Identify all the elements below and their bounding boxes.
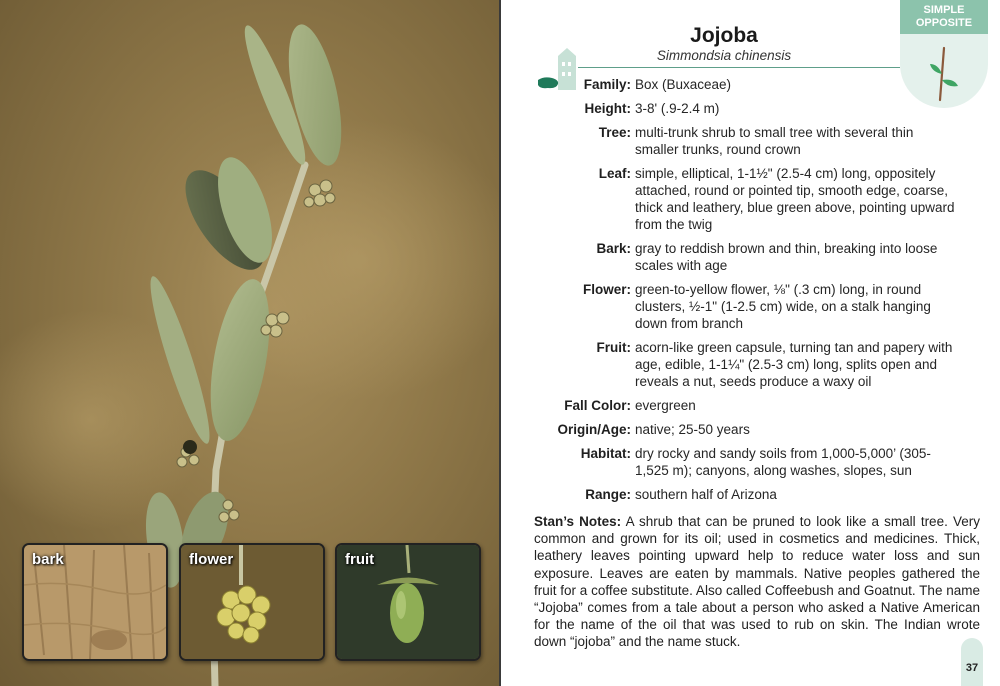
field-label: Fall Color: xyxy=(564,398,631,413)
field-value: gray to reddish brown and thin, breaking into loose scales with age xyxy=(635,241,938,273)
inset-label-fruit: fruit xyxy=(345,551,375,568)
book-spine xyxy=(499,0,501,686)
field-leaf xyxy=(532,165,962,233)
species-fields xyxy=(532,76,962,510)
field-label: Fruit: xyxy=(596,340,631,355)
field-value: acorn-like green capsule, turning tan and papery with age, edible, 1-1¼" (2.5-3 cm) long, splits open and reveals a nut, seeds produce a waxy oil xyxy=(635,340,953,389)
field-family xyxy=(532,76,962,93)
field-value: multi-trunk shrub to small tree with several thin smaller trunks, round crown xyxy=(635,125,914,157)
fruit-inset[interactable] xyxy=(335,543,481,661)
field-label: Range: xyxy=(585,487,631,502)
scientific-name: Simmondsia chinensis xyxy=(656,48,792,63)
field-label: Leaf: xyxy=(598,166,631,181)
field-habitat xyxy=(532,445,962,479)
field-value: southern half of Arizona xyxy=(635,487,777,502)
leaf-type-label xyxy=(900,0,988,34)
field-label: Family: xyxy=(583,77,631,92)
field-label: Habitat: xyxy=(580,446,631,461)
inset-label-flower: flower xyxy=(189,551,234,568)
field-value: 3-8' (.9-2.4 m) xyxy=(635,101,720,116)
field-label: Bark: xyxy=(596,241,631,256)
field-value: Box (Buxaceae) xyxy=(635,77,732,92)
leaf-type-line2: OPPOSITE xyxy=(915,17,973,29)
bark-inset[interactable] xyxy=(22,543,168,661)
field-value: simple, elliptical, 1-1½" (2.5-4 cm) long, oppositely attached, round or pointed tip, smooth edge, coarse, thick and leathery, blue green above, pointing upward from the twig xyxy=(635,166,955,232)
field-label: Height: xyxy=(584,101,631,116)
flower-inset[interactable] xyxy=(179,543,325,661)
field-range xyxy=(532,486,962,503)
field-label: Origin/Age: xyxy=(557,422,631,437)
field-height xyxy=(532,100,962,117)
field-label: Tree: xyxy=(598,125,631,140)
common-name: Jojoba xyxy=(690,24,758,47)
notes-label: Stan’s Notes: xyxy=(534,514,622,529)
field-bark xyxy=(532,240,962,274)
field-value: dry rocky and sandy soils from 1,000-5,000’ (305-1,525 m); canyons, along washes, slopes, sun xyxy=(635,446,931,478)
species-text-page xyxy=(502,0,1000,686)
inset-label-bark: bark xyxy=(32,551,64,568)
stans-notes xyxy=(534,513,980,651)
field-value: evergreen xyxy=(635,398,696,413)
title-divider xyxy=(578,67,900,68)
field-fruit xyxy=(532,339,962,390)
field-tree xyxy=(532,124,962,158)
leaf-type-line1: SIMPLE xyxy=(923,4,965,16)
field-label: Flower: xyxy=(582,282,631,297)
field-origin-age xyxy=(532,421,962,438)
field-value: native; 25-50 years xyxy=(635,422,750,437)
field-fall-color xyxy=(532,397,962,414)
page-number: 37 xyxy=(965,662,979,674)
notes-text: A shrub that can be pruned to look like a small tree. Very common and grown for its oil; used in cosmetics and medicines. Thick, leathery leaves pointing upward help to reduce water loss and sun exposure. Leaves are eaten by mammals. Native peoples gathered the fruit for a coffee substitute. Also called Coffeebush and Goatnut. The name “Jojoba” comes from a tale about a person who asked a Native American for the name of the oil that was used to rub on skin. The Indian wrote down “jojoba” and the name stuck. xyxy=(534,514,980,650)
field-value: green-to-yellow flower, ⅛" (.3 cm) long, in round clusters, ½-1" (1-2.5 cm) wide, on a stalk hanging down from branch xyxy=(635,282,931,331)
field-flower xyxy=(532,281,962,332)
